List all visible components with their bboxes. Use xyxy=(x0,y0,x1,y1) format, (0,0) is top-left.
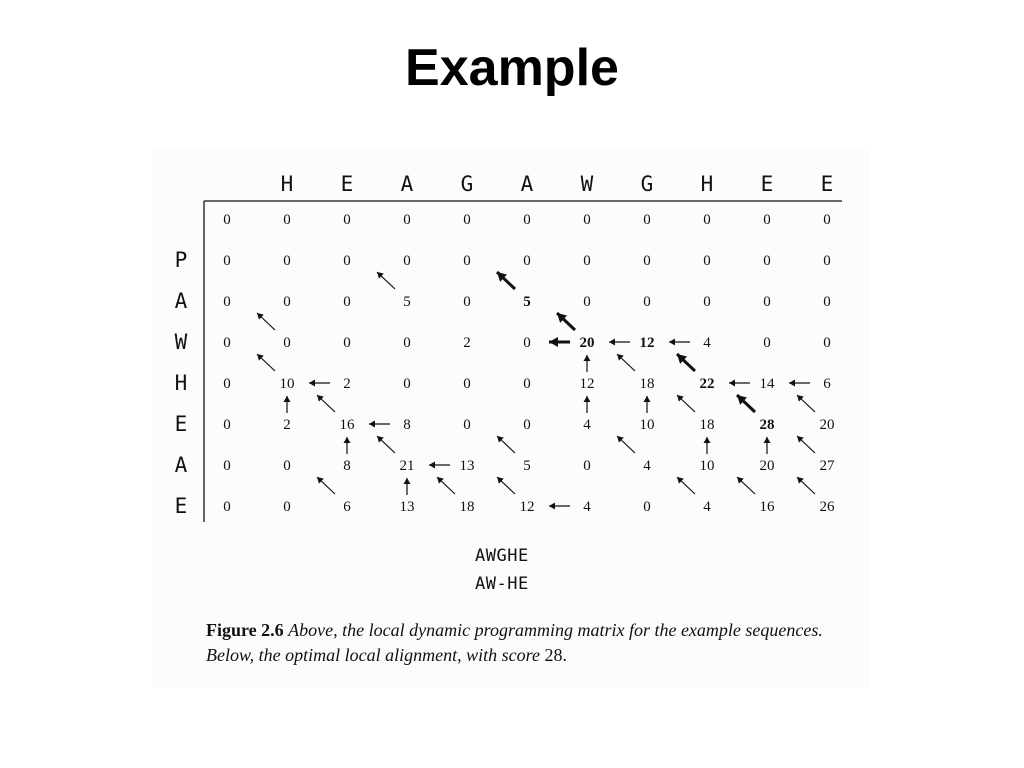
pointer-arrow xyxy=(497,477,515,494)
matrix-cell: 0 xyxy=(703,253,711,269)
matrix-cell: 18 xyxy=(459,499,475,515)
row-header: E xyxy=(174,412,188,436)
pointer-arrow xyxy=(497,436,515,453)
pointer-arrow xyxy=(617,436,635,453)
matrix-cell: 0 xyxy=(223,253,231,269)
matrix-cell: 0 xyxy=(463,212,471,228)
matrix-cell: 0 xyxy=(223,458,231,474)
pointer-arrow xyxy=(377,436,395,453)
matrix-cell: 4 xyxy=(703,335,711,351)
matrix-cell: 0 xyxy=(763,212,771,228)
matrix-cell: 10 xyxy=(699,458,715,474)
matrix-cell: 8 xyxy=(343,458,351,474)
matrix-cell: 0 xyxy=(463,294,471,310)
column-header: E xyxy=(820,172,834,196)
matrix-cell: 0 xyxy=(703,294,711,310)
matrix-cell: 0 xyxy=(643,212,651,228)
matrix-cell: 0 xyxy=(343,212,351,228)
pointer-arrow xyxy=(797,477,815,494)
pointer-arrow xyxy=(344,437,351,454)
row-header: P xyxy=(174,248,188,272)
matrix-cell: 4 xyxy=(703,499,711,515)
matrix-cell: 0 xyxy=(643,294,651,310)
matrix-cell: 4 xyxy=(643,458,651,474)
pointer-arrow xyxy=(437,477,455,494)
column-header: A xyxy=(520,172,534,196)
pointer-arrow xyxy=(669,339,690,346)
row-header: E xyxy=(174,494,188,518)
matrix-cell: 0 xyxy=(823,335,831,351)
matrix-cell: 0 xyxy=(463,376,471,392)
pointer-arrow xyxy=(677,395,695,412)
pointer-arrow xyxy=(404,478,411,495)
matrix-cell: 0 xyxy=(583,458,591,474)
matrix-cell: 6 xyxy=(343,499,351,515)
pointer-arrow xyxy=(737,477,755,494)
pointer-arrow xyxy=(584,396,591,413)
row-header: A xyxy=(174,453,188,477)
matrix-cell: 2 xyxy=(283,417,291,433)
matrix-cell: 0 xyxy=(583,253,591,269)
matrix-cell: 2 xyxy=(343,376,351,392)
matrix-cell: 12 xyxy=(639,335,655,351)
matrix-cell: 12 xyxy=(579,376,595,392)
matrix-cell: 0 xyxy=(523,212,531,228)
caption-score: 28. xyxy=(544,645,567,665)
matrix-cell: 16 xyxy=(339,417,355,433)
pointer-arrow xyxy=(317,477,335,494)
matrix-cell: 0 xyxy=(283,253,291,269)
matrix-cell: 0 xyxy=(763,294,771,310)
matrix-cell: 5 xyxy=(523,458,531,474)
column-header: G xyxy=(460,172,474,196)
matrix-cell: 14 xyxy=(759,376,775,392)
column-header: W xyxy=(580,172,594,196)
matrix-cell: 0 xyxy=(643,499,651,515)
matrix-cell: 0 xyxy=(223,335,231,351)
matrix-cell: 0 xyxy=(523,335,531,351)
matrix-cell: 0 xyxy=(343,294,351,310)
pointer-arrow xyxy=(617,354,635,371)
matrix-cell: 0 xyxy=(583,212,591,228)
matrix-cell: 0 xyxy=(283,212,291,228)
matrix-cell: 0 xyxy=(523,417,531,433)
matrix-cell: 16 xyxy=(759,499,775,515)
column-header: E xyxy=(340,172,354,196)
matrix-cell: 0 xyxy=(223,212,231,228)
column-header: E xyxy=(760,172,774,196)
pointer-arrow xyxy=(704,437,711,454)
matrix-cell: 0 xyxy=(283,335,291,351)
pointer-arrow xyxy=(764,437,771,454)
matrix-cell: 0 xyxy=(343,335,351,351)
caption-label: Figure 2.6 xyxy=(206,620,284,640)
pointer-arrow xyxy=(284,396,291,413)
matrix-cell: 0 xyxy=(283,499,291,515)
pointer-arrow xyxy=(557,313,575,330)
matrix-cell: 0 xyxy=(223,376,231,392)
matrix-cell: 28 xyxy=(759,417,775,433)
dp-matrix xyxy=(152,150,870,550)
pointer-arrow xyxy=(257,313,275,330)
matrix-cell: 0 xyxy=(703,212,711,228)
matrix-cell: 4 xyxy=(583,499,591,515)
matrix-cell: 8 xyxy=(403,417,411,433)
pointer-arrow xyxy=(797,436,815,453)
matrix-cell: 0 xyxy=(523,253,531,269)
matrix-cell: 18 xyxy=(699,417,715,433)
matrix-cell: 10 xyxy=(279,376,295,392)
pointer-arrow xyxy=(429,462,450,469)
pointer-arrow xyxy=(729,380,750,387)
matrix-cell: 0 xyxy=(223,499,231,515)
pointer-arrow xyxy=(584,355,591,372)
matrix-cell: 0 xyxy=(403,253,411,269)
matrix-cell: 12 xyxy=(519,499,535,515)
matrix-cell: 0 xyxy=(583,294,591,310)
matrix-cell: 26 xyxy=(819,499,835,515)
matrix-cell: 0 xyxy=(283,294,291,310)
pointer-arrow xyxy=(317,395,335,412)
column-header: A xyxy=(400,172,414,196)
matrix-cell: 0 xyxy=(523,376,531,392)
pointer-arrow xyxy=(797,395,815,412)
matrix-cell: 0 xyxy=(223,294,231,310)
matrix-cell: 6 xyxy=(823,376,831,392)
matrix-cell: 5 xyxy=(523,294,531,310)
pointer-arrow xyxy=(789,380,810,387)
row-header: H xyxy=(174,371,188,395)
pointer-arrow xyxy=(609,339,630,346)
matrix-cell: 20 xyxy=(579,335,595,351)
matrix-cell: 13 xyxy=(459,458,475,474)
matrix-cell: 0 xyxy=(343,253,351,269)
matrix-cell: 21 xyxy=(399,458,415,474)
matrix-cell: 0 xyxy=(823,212,831,228)
pointer-arrow xyxy=(377,272,395,289)
matrix-cell: 18 xyxy=(639,376,655,392)
matrix-cell: 5 xyxy=(403,294,411,310)
pointer-arrow xyxy=(369,421,390,428)
pointer-arrow xyxy=(257,354,275,371)
column-header: H xyxy=(280,172,294,196)
matrix-cell: 20 xyxy=(759,458,775,474)
matrix-cell: 0 xyxy=(283,458,291,474)
row-header: A xyxy=(174,289,188,313)
alignment-line-1: AWGHE xyxy=(475,546,529,566)
pointer-arrow xyxy=(737,395,755,412)
pointer-arrow xyxy=(309,380,330,387)
matrix-cell: 27 xyxy=(819,458,835,474)
caption-text: Above, the local dynamic programming matrix for the example sequences. Below, the optimal local alignment, with score xyxy=(206,620,823,665)
matrix-cell: 10 xyxy=(639,417,655,433)
pointer-arrow xyxy=(497,272,515,289)
alignment-line-2: AW-HE xyxy=(475,574,529,594)
matrix-cell: 0 xyxy=(403,212,411,228)
matrix-cell: 0 xyxy=(823,294,831,310)
pointer-arrow xyxy=(644,396,651,413)
matrix-cell: 0 xyxy=(823,253,831,269)
matrix-cell: 2 xyxy=(463,335,471,351)
slide-title: Example xyxy=(405,39,619,97)
matrix-cell: 4 xyxy=(583,417,591,433)
pointer-arrow xyxy=(677,354,695,371)
matrix-cell: 0 xyxy=(223,417,231,433)
matrix-cell: 0 xyxy=(463,417,471,433)
pointer-arrow xyxy=(677,477,695,494)
matrix-cell: 0 xyxy=(763,335,771,351)
matrix-cell: 0 xyxy=(463,253,471,269)
row-header: W xyxy=(174,330,188,354)
column-header: H xyxy=(700,172,714,196)
matrix-cell: 0 xyxy=(643,253,651,269)
matrix-cell: 0 xyxy=(403,376,411,392)
column-header: G xyxy=(640,172,654,196)
matrix-cell: 0 xyxy=(403,335,411,351)
figure-caption xyxy=(206,618,846,668)
pointer-arrow xyxy=(549,503,570,510)
pointer-arrow xyxy=(549,337,570,347)
figure-panel xyxy=(152,150,870,688)
matrix-cell: 20 xyxy=(819,417,835,433)
matrix-cell: 13 xyxy=(399,499,415,515)
matrix-cell: 22 xyxy=(699,376,715,392)
matrix-cell: 0 xyxy=(763,253,771,269)
